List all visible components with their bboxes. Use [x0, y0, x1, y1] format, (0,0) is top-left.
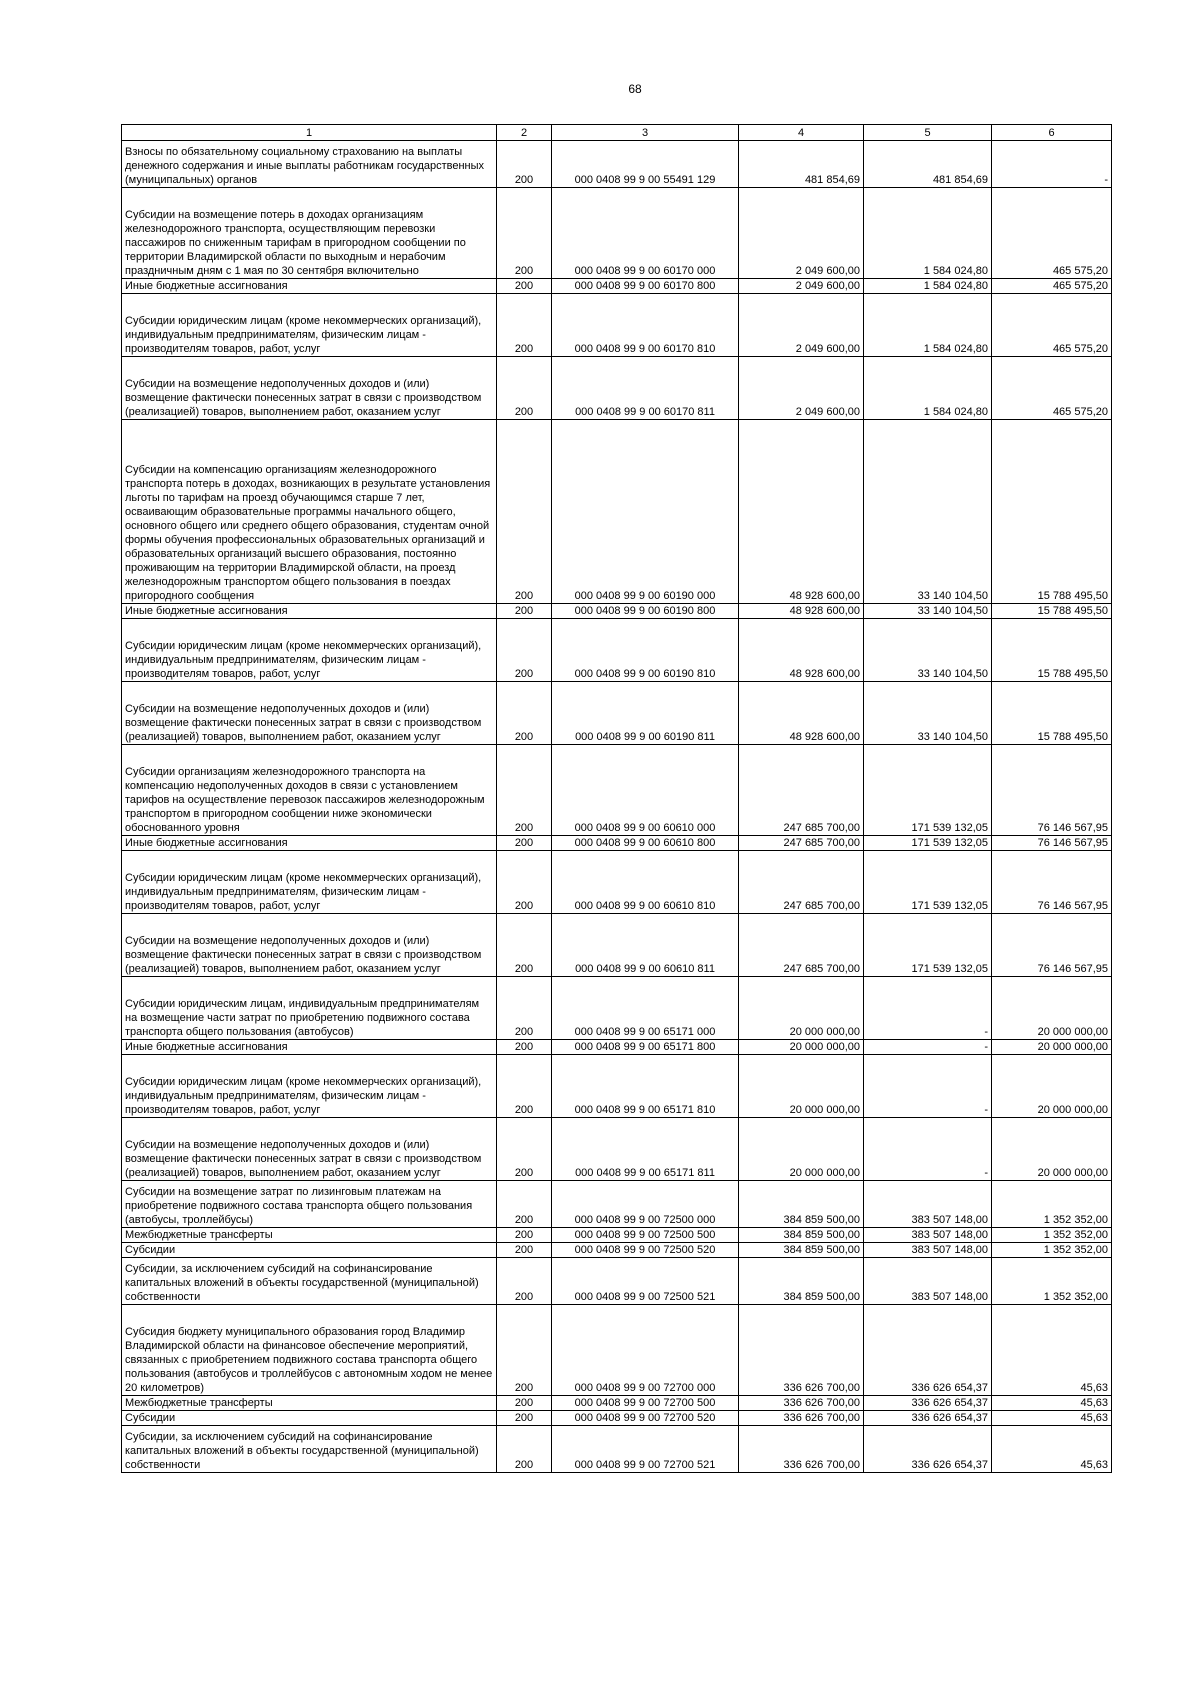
table-row	[122, 619, 1112, 682]
table-row	[122, 1426, 1112, 1473]
table-row	[122, 1396, 1112, 1411]
row-name-cell: Субсидии на возмещение недополученных доходов и (или) возмещение фактически понесенных затрат в связи с производством (реализацией) товаров, выполнением работ, оказанием услуг	[122, 1118, 497, 1181]
row-code-cell: 200	[497, 1411, 552, 1426]
row-remaining-amount-cell: 1 352 352,00	[992, 1258, 1112, 1305]
table-row	[122, 1055, 1112, 1118]
row-code-cell: 200	[497, 851, 552, 914]
row-name-cell: Субсидии на компенсацию организациям железнодорожного транспорта потерь в доходах, возникающих в результате установления льготы по тарифам на проезд обучающимся старше 7 лет, осваивающим образовательные программы начального общего, основного общего или среднего общего образования, студентам очной формы обучения профессиональных образовательных организаций и образовательных организаций высшего образования, постоянно проживающим на территории Владимирской области, на проезд железнодорожным транспортом общего пользования в поездах пригородного сообщения	[122, 420, 497, 604]
table-row	[122, 682, 1112, 745]
row-code-cell: 200	[497, 1055, 552, 1118]
row-code-cell: 200	[497, 604, 552, 619]
table-row	[122, 1305, 1112, 1396]
row-name-cell: Субсидии	[122, 1243, 497, 1258]
row-approved-amount-cell: 247 685 700,00	[739, 914, 864, 977]
row-classification-code-cell: 000 0408 99 9 00 72500 520	[552, 1243, 739, 1258]
row-approved-amount-cell: 336 626 700,00	[739, 1426, 864, 1473]
row-code-cell: 200	[497, 141, 552, 188]
row-executed-amount-cell: 383 507 148,00	[864, 1181, 992, 1228]
row-classification-code-cell: 000 0408 99 9 00 72500 500	[552, 1228, 739, 1243]
row-approved-amount-cell: 48 928 600,00	[739, 604, 864, 619]
row-remaining-amount-cell: 45,63	[992, 1426, 1112, 1473]
row-name-cell: Иные бюджетные ассигнования	[122, 1040, 497, 1055]
table-row	[122, 604, 1112, 619]
row-executed-amount-cell: 1 584 024,80	[864, 294, 992, 357]
row-approved-amount-cell: 247 685 700,00	[739, 745, 864, 836]
row-remaining-amount-cell: 76 146 567,95	[992, 851, 1112, 914]
row-classification-code-cell: 000 0408 99 9 00 60610 800	[552, 836, 739, 851]
row-code-cell: 200	[497, 294, 552, 357]
row-executed-amount-cell: 171 539 132,05	[864, 914, 992, 977]
row-name-cell: Субсидии на возмещение недополученных доходов и (или) возмещение фактически понесенных затрат в связи с производством (реализацией) товаров, выполнением работ, оказанием услуг	[122, 682, 497, 745]
row-approved-amount-cell: 384 859 500,00	[739, 1258, 864, 1305]
row-classification-code-cell: 000 0408 99 9 00 72500 000	[552, 1181, 739, 1228]
row-approved-amount-cell: 336 626 700,00	[739, 1411, 864, 1426]
column-header: 1	[122, 125, 497, 141]
row-classification-code-cell: 000 0408 99 9 00 60610 000	[552, 745, 739, 836]
row-approved-amount-cell: 20 000 000,00	[739, 1118, 864, 1181]
table-row	[122, 1411, 1112, 1426]
row-classification-code-cell: 000 0408 99 9 00 65171 810	[552, 1055, 739, 1118]
table-row	[122, 1228, 1112, 1243]
row-name-cell: Субсидии юридическим лицам (кроме некоммерческих организаций), индивидуальным предпринимателям, физическим лицам - производителям товаров, работ, услуг	[122, 1055, 497, 1118]
row-executed-amount-cell: -	[864, 1055, 992, 1118]
row-remaining-amount-cell: 465 575,20	[992, 188, 1112, 279]
row-remaining-amount-cell: 76 146 567,95	[992, 836, 1112, 851]
row-remaining-amount-cell: 45,63	[992, 1396, 1112, 1411]
row-name-cell: Взносы по обязательному социальному страхованию на выплаты денежного содержания и иные выплаты работникам государственных (муниципальных) органов	[122, 141, 497, 188]
row-approved-amount-cell: 48 928 600,00	[739, 619, 864, 682]
row-classification-code-cell: 000 0408 99 9 00 60190 000	[552, 420, 739, 604]
row-classification-code-cell: 000 0408 99 9 00 72700 000	[552, 1305, 739, 1396]
row-remaining-amount-cell: 76 146 567,95	[992, 745, 1112, 836]
row-code-cell: 200	[497, 1396, 552, 1411]
table-row	[122, 420, 1112, 604]
table-row	[122, 914, 1112, 977]
column-header: 6	[992, 125, 1112, 141]
row-name-cell: Субсидии юридическим лицам, индивидуальным предпринимателям на возмещение части затрат по приобретению подвижного состава транспорта общего пользования (автобусов)	[122, 977, 497, 1040]
row-classification-code-cell: 000 0408 99 9 00 60170 811	[552, 357, 739, 420]
table-row	[122, 745, 1112, 836]
row-classification-code-cell: 000 0408 99 9 00 72700 520	[552, 1411, 739, 1426]
table-row	[122, 1181, 1112, 1228]
row-code-cell: 200	[497, 1040, 552, 1055]
row-executed-amount-cell: 336 626 654,37	[864, 1411, 992, 1426]
row-remaining-amount-cell: 1 352 352,00	[992, 1228, 1112, 1243]
row-code-cell: 200	[497, 1243, 552, 1258]
row-approved-amount-cell: 48 928 600,00	[739, 420, 864, 604]
row-code-cell: 200	[497, 1426, 552, 1473]
row-executed-amount-cell: 383 507 148,00	[864, 1228, 992, 1243]
row-executed-amount-cell: -	[864, 1040, 992, 1055]
row-name-cell: Иные бюджетные ассигнования	[122, 836, 497, 851]
row-executed-amount-cell: 171 539 132,05	[864, 851, 992, 914]
row-code-cell: 200	[497, 188, 552, 279]
row-executed-amount-cell: 33 140 104,50	[864, 420, 992, 604]
row-approved-amount-cell: 384 859 500,00	[739, 1243, 864, 1258]
row-classification-code-cell: 000 0408 99 9 00 60170 800	[552, 279, 739, 294]
row-approved-amount-cell: 20 000 000,00	[739, 1040, 864, 1055]
row-approved-amount-cell: 20 000 000,00	[739, 977, 864, 1040]
row-approved-amount-cell: 48 928 600,00	[739, 682, 864, 745]
row-approved-amount-cell: 2 049 600,00	[739, 188, 864, 279]
row-classification-code-cell: 000 0408 99 9 00 72700 500	[552, 1396, 739, 1411]
row-name-cell: Субсидия бюджету муниципального образования город Владимир Владимирской области на финансовое обеспечение мероприятий, связанных с приобретением подвижного состава транспорта общего пользования (автобусов и троллейбусов с автономным ходом не менее 20 километров)	[122, 1305, 497, 1396]
row-executed-amount-cell: 33 140 104,50	[864, 619, 992, 682]
table-body	[122, 141, 1112, 1473]
row-approved-amount-cell: 384 859 500,00	[739, 1181, 864, 1228]
row-executed-amount-cell: 1 584 024,80	[864, 188, 992, 279]
row-remaining-amount-cell: 15 788 495,50	[992, 604, 1112, 619]
row-classification-code-cell: 000 0408 99 9 00 72700 521	[552, 1426, 739, 1473]
row-remaining-amount-cell: 465 575,20	[992, 279, 1112, 294]
row-remaining-amount-cell: 465 575,20	[992, 294, 1112, 357]
column-header: 4	[739, 125, 864, 141]
table-row	[122, 188, 1112, 279]
row-name-cell: Субсидии юридическим лицам (кроме некоммерческих организаций), индивидуальным предпринимателям, физическим лицам - производителям товаров, работ, услуг	[122, 294, 497, 357]
row-classification-code-cell: 000 0408 99 9 00 65171 000	[552, 977, 739, 1040]
row-name-cell: Субсидии на возмещение недополученных доходов и (или) возмещение фактически понесенных затрат в связи с производством (реализацией) товаров, выполнением работ, оказанием услуг	[122, 914, 497, 977]
row-executed-amount-cell: 336 626 654,37	[864, 1396, 992, 1411]
table-row	[122, 357, 1112, 420]
row-approved-amount-cell: 247 685 700,00	[739, 851, 864, 914]
row-executed-amount-cell: -	[864, 977, 992, 1040]
row-remaining-amount-cell: 20 000 000,00	[992, 1055, 1112, 1118]
row-remaining-amount-cell: 45,63	[992, 1411, 1112, 1426]
row-code-cell: 200	[497, 1228, 552, 1243]
row-classification-code-cell: 000 0408 99 9 00 55491 129	[552, 141, 739, 188]
row-approved-amount-cell: 20 000 000,00	[739, 1055, 864, 1118]
row-approved-amount-cell: 384 859 500,00	[739, 1228, 864, 1243]
row-executed-amount-cell: 171 539 132,05	[864, 836, 992, 851]
row-remaining-amount-cell: 20 000 000,00	[992, 1118, 1112, 1181]
page-number: 68	[628, 82, 642, 96]
row-code-cell: 200	[497, 279, 552, 294]
row-executed-amount-cell: 171 539 132,05	[864, 745, 992, 836]
row-code-cell: 200	[497, 619, 552, 682]
row-name-cell: Субсидии юридическим лицам (кроме некоммерческих организаций), индивидуальным предпринимателям, физическим лицам - производителям товаров, работ, услуг	[122, 851, 497, 914]
row-classification-code-cell: 000 0408 99 9 00 60170 000	[552, 188, 739, 279]
row-executed-amount-cell: 33 140 104,50	[864, 682, 992, 745]
column-header: 2	[497, 125, 552, 141]
row-name-cell: Субсидии на возмещение недополученных доходов и (или) возмещение фактически понесенных затрат в связи с производством (реализацией) товаров, выполнением работ, оказанием услуг	[122, 357, 497, 420]
row-approved-amount-cell: 336 626 700,00	[739, 1305, 864, 1396]
row-executed-amount-cell: 336 626 654,37	[864, 1426, 992, 1473]
column-header: 5	[864, 125, 992, 141]
row-name-cell: Субсидии юридическим лицам (кроме некоммерческих организаций), индивидуальным предпринимателям, физическим лицам - производителям товаров, работ, услуг	[122, 619, 497, 682]
table-row	[122, 977, 1112, 1040]
row-approved-amount-cell: 2 049 600,00	[739, 294, 864, 357]
row-executed-amount-cell: -	[864, 1118, 992, 1181]
budget-table	[121, 124, 1112, 1473]
row-code-cell: 200	[497, 836, 552, 851]
row-code-cell: 200	[497, 420, 552, 604]
column-number-row	[122, 125, 1112, 141]
table-row	[122, 294, 1112, 357]
table-row	[122, 1243, 1112, 1258]
row-remaining-amount-cell: 465 575,20	[992, 357, 1112, 420]
row-name-cell: Межбюджетные трансферты	[122, 1228, 497, 1243]
table-row	[122, 1258, 1112, 1305]
row-classification-code-cell: 000 0408 99 9 00 60610 810	[552, 851, 739, 914]
row-classification-code-cell: 000 0408 99 9 00 60170 810	[552, 294, 739, 357]
row-name-cell: Иные бюджетные ассигнования	[122, 604, 497, 619]
row-approved-amount-cell: 2 049 600,00	[739, 279, 864, 294]
row-name-cell: Субсидии на возмещение затрат по лизинговым платежам на приобретение подвижного состава транспорта общего пользования (автобусы, троллейбусы)	[122, 1181, 497, 1228]
row-code-cell: 200	[497, 1181, 552, 1228]
row-approved-amount-cell: 2 049 600,00	[739, 357, 864, 420]
row-code-cell: 200	[497, 977, 552, 1040]
row-remaining-amount-cell: 1 352 352,00	[992, 1243, 1112, 1258]
row-approved-amount-cell: 336 626 700,00	[739, 1396, 864, 1411]
row-code-cell: 200	[497, 1258, 552, 1305]
row-remaining-amount-cell: 1 352 352,00	[992, 1181, 1112, 1228]
row-executed-amount-cell: 336 626 654,37	[864, 1305, 992, 1396]
row-code-cell: 200	[497, 357, 552, 420]
row-remaining-amount-cell: 76 146 567,95	[992, 914, 1112, 977]
row-code-cell: 200	[497, 682, 552, 745]
row-classification-code-cell: 000 0408 99 9 00 60190 810	[552, 619, 739, 682]
row-executed-amount-cell: 383 507 148,00	[864, 1243, 992, 1258]
row-executed-amount-cell: 481 854,69	[864, 141, 992, 188]
row-code-cell: 200	[497, 914, 552, 977]
row-classification-code-cell: 000 0408 99 9 00 60610 811	[552, 914, 739, 977]
row-name-cell: Субсидии, за исключением субсидий на софинансирование капитальных вложений в объекты государственной (муниципальной) собственности	[122, 1258, 497, 1305]
row-executed-amount-cell: 383 507 148,00	[864, 1258, 992, 1305]
row-executed-amount-cell: 1 584 024,80	[864, 357, 992, 420]
row-classification-code-cell: 000 0408 99 9 00 60190 800	[552, 604, 739, 619]
row-name-cell: Субсидии, за исключением субсидий на софинансирование капитальных вложений в объекты государственной (муниципальной) собственности	[122, 1426, 497, 1473]
row-remaining-amount-cell: 15 788 495,50	[992, 420, 1112, 604]
table-row	[122, 279, 1112, 294]
row-executed-amount-cell: 1 584 024,80	[864, 279, 992, 294]
row-approved-amount-cell: 247 685 700,00	[739, 836, 864, 851]
row-classification-code-cell: 000 0408 99 9 00 72500 521	[552, 1258, 739, 1305]
row-remaining-amount-cell: 15 788 495,50	[992, 619, 1112, 682]
row-remaining-amount-cell: -	[992, 141, 1112, 188]
row-approved-amount-cell: 481 854,69	[739, 141, 864, 188]
row-name-cell: Иные бюджетные ассигнования	[122, 279, 497, 294]
table-row	[122, 836, 1112, 851]
row-code-cell: 200	[497, 1118, 552, 1181]
row-classification-code-cell: 000 0408 99 9 00 65171 811	[552, 1118, 739, 1181]
row-remaining-amount-cell: 15 788 495,50	[992, 682, 1112, 745]
row-executed-amount-cell: 33 140 104,50	[864, 604, 992, 619]
column-header: 3	[552, 125, 739, 141]
row-remaining-amount-cell: 20 000 000,00	[992, 977, 1112, 1040]
row-remaining-amount-cell: 45,63	[992, 1305, 1112, 1396]
table-row	[122, 851, 1112, 914]
row-name-cell: Субсидии	[122, 1411, 497, 1426]
row-name-cell: Субсидии на возмещение потерь в доходах организациям железнодорожного транспорта, осуществляющим перевозки пассажиров по сниженным тарифам в пригородном сообщении по территории Владимирской области по выходным и нерабочим праздничным дням с 1 мая по 30 сентября включительно	[122, 188, 497, 279]
table-row	[122, 1040, 1112, 1055]
row-code-cell: 200	[497, 745, 552, 836]
row-name-cell: Субсидии организациям железнодорожного транспорта на компенсацию недополученных доходов в связи с установлением тарифов на осуществление перевозок пассажиров железнодорожным транспортом в пригородном сообщении ниже экономически обоснованного уровня	[122, 745, 497, 836]
row-name-cell: Межбюджетные трансферты	[122, 1396, 497, 1411]
row-classification-code-cell: 000 0408 99 9 00 60190 811	[552, 682, 739, 745]
row-classification-code-cell: 000 0408 99 9 00 65171 800	[552, 1040, 739, 1055]
table-row	[122, 1118, 1112, 1181]
row-remaining-amount-cell: 20 000 000,00	[992, 1040, 1112, 1055]
table-row	[122, 141, 1112, 188]
row-code-cell: 200	[497, 1305, 552, 1396]
